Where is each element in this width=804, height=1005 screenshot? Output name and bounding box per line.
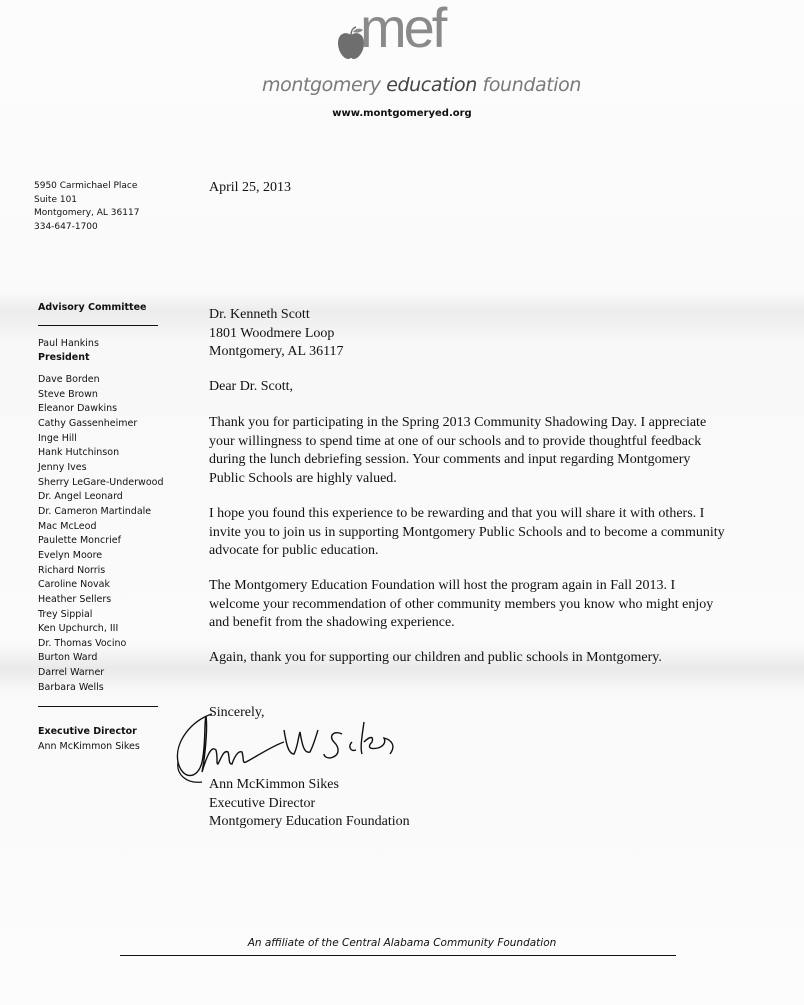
footer-divider [120,955,676,956]
president-role: President [38,352,90,363]
org-name [262,74,582,96]
org-name-part2: education [386,74,477,96]
recipient-address [209,306,344,362]
mef-logo [336,2,466,66]
signer-name: Ann McKimmon Sikes [209,777,339,792]
body-paragraph: I hope you found this experience to be rewarding and that you will share it with others. I invite you to join us in supporting Montgomery Public Schools and to become a community advocate for public education. [209,506,725,559]
committee-member: Paulette Moncrief [38,535,121,547]
committee-member: Steve Brown [38,388,98,400]
divider [38,325,158,326]
org-name-part3: foundation [482,74,582,96]
committee-member: Barbara Wells [38,681,104,693]
org-name-part1: montgomery [262,74,381,96]
committee-member: Sherry LeGare-Underwood [38,476,164,488]
committee-member: Jenny Ives [38,461,87,473]
recipient-line: Dr. Kenneth Scott [209,307,310,322]
committee-member: Cathy Gassenheimer [38,417,138,429]
address-line: Montgomery, AL 36117 [34,208,140,218]
salutation: Dear Dr. Scott, [209,379,293,394]
website-link[interactable]: www.montgomeryed.org [332,108,472,119]
org-address [34,180,139,234]
committee-member: Dr. Angel Leonard [38,491,123,503]
letter-date: April 25, 2013 [209,180,292,195]
body-paragraph: Thank you for participating in the Spring 2013 Community Shadowing Day. I appreciate your willingness to spend time at one of our schools and to provide thoughtful feedback during the lunch debriefing session. Your comments and input regarding Montgomery Public Schools are highly valued. [209,415,707,486]
signer-block [209,776,410,832]
logo-text: mef [360,0,445,59]
committee-member: Dr. Cameron Martindale [38,505,152,517]
committee-member: Caroline Novak [38,579,110,591]
executive-director-block [38,725,140,754]
committee-member: Dave Borden [38,374,100,385]
committee-title: Advisory Committee [38,302,147,313]
signer-title: Executive Director [209,795,316,811]
president-block [38,337,99,365]
recipient-line: Montgomery, AL 36117 [209,344,344,359]
committee-member: Hank Hutchinson [38,447,120,459]
committee-member: Eleanor Dawkins [38,403,118,415]
committee-member: Mac McLeod [38,520,97,532]
affiliate-note: An affiliate of the Central Alabama Community Foundation [247,937,557,949]
committee-member: Ken Upchurch, III [38,623,119,635]
body-paragraph: Again, thank you for supporting our children and public schools in Montgomery. [209,650,662,665]
committee-member-list [38,373,164,695]
committee-member: Dr. Thomas Vocino [38,637,127,649]
committee-member: Inge Hill [38,432,77,444]
committee-member: Richard Norris [38,564,106,576]
divider [38,706,158,707]
address-line: 5950 Carmichael Place [34,181,138,191]
closing: Sincerely, [209,705,265,720]
committee-member: Burton Ward [38,652,98,664]
body-paragraph: The Montgomery Education Foundation will host the program again in Fall 2013. I welcome your recommendation of other community members you know who might enjoy and benefit from the shadowing experience. [209,578,714,631]
exec-name: Ann McKimmon Sikes [38,740,140,752]
recipient-line: 1801 Woodmere Loop [209,325,335,341]
committee-member: Evelyn Moore [38,549,103,561]
address-line: Suite 101 [34,194,78,205]
committee-member: Darrel Warner [38,667,105,679]
address-phone: 334-647-1700 [34,221,98,232]
signer-org: Montgomery Education Foundation [209,814,410,829]
president-name: Paul Hankins [38,338,99,349]
committee-member: Trey Sippial [38,608,93,620]
committee-member: Heather Sellers [38,593,112,605]
exec-role: Executive Director [38,726,137,737]
